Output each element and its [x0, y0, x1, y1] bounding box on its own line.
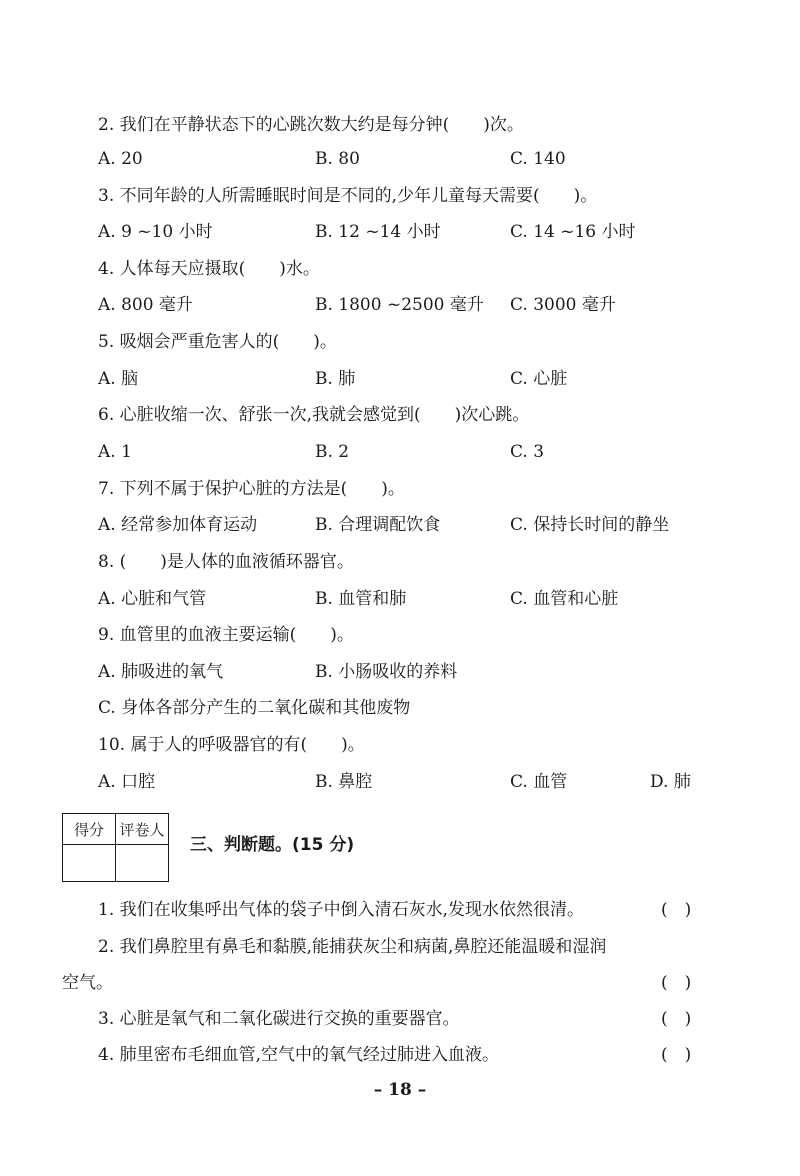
option-a: A. 口腔 — [98, 772, 156, 792]
option-c: C. 140 — [510, 149, 566, 169]
judge-item-3-text: 3. 心脏是氧气和二氧化碳进行交换的重要器官。 — [98, 1009, 460, 1029]
option-a: A. 1 — [98, 442, 132, 462]
score-cell[interactable] — [63, 845, 116, 882]
question-8 — [0, 547, 800, 577]
option-c: C. 3 — [510, 442, 545, 462]
answer-paren[interactable]: ( ) — [661, 1045, 692, 1065]
answer-paren[interactable]: ( ) — [661, 973, 692, 993]
option-a: A. 心脏和气管 — [98, 589, 207, 609]
question-2 — [0, 110, 800, 140]
question-5-text: 5. 吸烟会严重危害人的( )。 — [98, 332, 337, 352]
question-3 — [0, 181, 800, 211]
option-a: A. 9 ~10 小时 — [98, 222, 213, 242]
judge-item-3 — [0, 1004, 800, 1034]
page-number: – 18 – — [373, 1080, 427, 1100]
question-2-options — [0, 144, 800, 174]
question-10-text: 10. 属于人的呼吸器官的有( )。 — [98, 735, 365, 755]
score-label: 得分 — [63, 814, 116, 845]
option-b: B. 小肠吸收的养料 — [315, 662, 458, 682]
option-a: A. 经常参加体育运动 — [98, 515, 258, 535]
section-3-title: 三、判断题。(15 分) — [190, 835, 355, 855]
option-b: B. 80 — [315, 149, 360, 169]
judge-item-1-text: 1. 我们在收集呼出气体的袋子中倒入清石灰水,发现水依然很清。 — [98, 900, 585, 920]
question-5 — [0, 327, 800, 357]
question-10-options — [0, 767, 800, 797]
question-9-text: 9. 血管里的血液主要运输( )。 — [98, 625, 354, 645]
option-c: C. 心脏 — [510, 369, 568, 389]
answer-paren[interactable]: ( ) — [661, 1009, 692, 1029]
option-a: A. 20 — [98, 149, 143, 169]
grader-cell[interactable] — [116, 845, 169, 882]
question-4-options — [0, 290, 800, 320]
judge-item-1 — [0, 895, 800, 925]
option-a: A. 脑 — [98, 369, 139, 389]
option-c: C. 血管和心脏 — [510, 589, 619, 609]
question-7 — [0, 474, 800, 504]
question-3-options — [0, 217, 800, 247]
option-b: B. 鼻腔 — [315, 772, 373, 792]
question-4-text: 4. 人体每天应摄取( )水。 — [98, 259, 320, 279]
option-c: C. 14 ~16 小时 — [510, 222, 636, 242]
question-9 — [0, 620, 800, 650]
option-c: C. 血管 — [510, 772, 568, 792]
question-8-options — [0, 584, 800, 614]
option-b: B. 1800 ~2500 毫升 — [315, 295, 484, 315]
option-a: A. 肺吸进的氧气 — [98, 662, 224, 682]
option-d: D. 肺 — [650, 772, 691, 792]
question-4 — [0, 254, 800, 284]
question-7-text: 7. 下列不属于保护心脏的方法是( )。 — [98, 479, 405, 499]
question-6-text: 6. 心脏收缩一次、舒张一次,我就会感觉到( )次心跳。 — [98, 405, 530, 425]
judge-item-2-text: 2. 我们鼻腔里有鼻毛和黏膜,能捕获灰尘和病菌,鼻腔还能温暖和湿润 — [98, 937, 607, 957]
option-c: C. 保持长时间的静坐 — [510, 515, 670, 535]
option-b: B. 2 — [315, 442, 350, 462]
question-6 — [0, 400, 800, 430]
question-8-text: 8. ( )是人体的血液循环器官。 — [98, 552, 354, 572]
question-3-text: 3. 不同年龄的人所需睡眠时间是不同的,少年儿童每天需要( )。 — [98, 186, 598, 206]
question-9-option-c-line — [0, 693, 800, 723]
judge-item-2-continuation: 空气。 — [62, 973, 113, 993]
question-2-text: 2. 我们在平静状态下的心跳次数大约是每分钟( )次。 — [98, 115, 524, 135]
score-box — [62, 813, 169, 882]
question-10 — [0, 730, 800, 760]
judge-item-4-text: 4. 肺里密布毛细血管,空气中的氧气经过肺进入血液。 — [98, 1045, 500, 1065]
question-9-options — [0, 657, 800, 687]
option-b: B. 合理调配饮食 — [315, 515, 441, 535]
question-6-options — [0, 437, 800, 467]
judge-item-4 — [0, 1040, 800, 1070]
judge-item-2 — [0, 932, 800, 962]
option-b: B. 血管和肺 — [315, 589, 407, 609]
judge-item-2-continued — [0, 968, 800, 998]
option-c: C. 3000 毫升 — [510, 295, 616, 315]
option-a: A. 800 毫升 — [98, 295, 193, 315]
option-c: C. 身体各部分产生的二氧化碳和其他废物 — [98, 698, 411, 718]
option-b: B. 12 ~14 小时 — [315, 222, 441, 242]
question-5-options — [0, 364, 800, 394]
answer-paren[interactable]: ( ) — [661, 900, 692, 920]
question-7-options — [0, 510, 800, 540]
grader-label: 评卷人 — [116, 814, 169, 845]
option-b: B. 肺 — [315, 369, 356, 389]
